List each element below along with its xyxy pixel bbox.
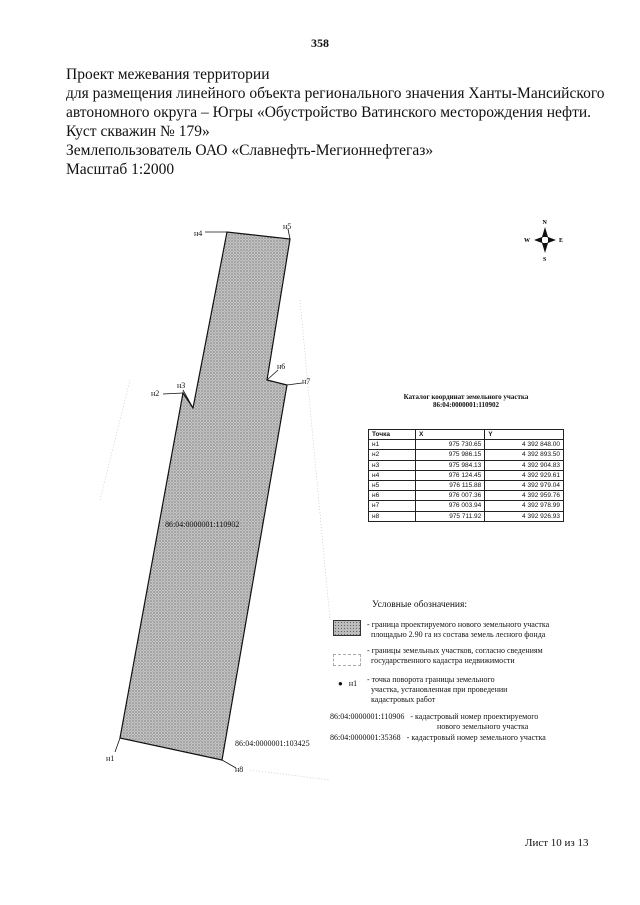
col-header-y: Y — [485, 430, 564, 440]
cell-point: н5 — [369, 480, 416, 490]
point-label-n5: н5 — [283, 222, 292, 231]
sheet-counter: Лист 10 из 13 — [525, 837, 589, 849]
coordinates-table — [368, 429, 564, 522]
legend-hatch-swatch — [333, 620, 361, 636]
cell-x: 975 730.65 — [416, 440, 485, 450]
table-row — [369, 480, 564, 490]
page-number: 358 — [311, 36, 329, 50]
cell-y: 4 392 848.00 — [485, 440, 564, 450]
catalog-title — [368, 393, 564, 409]
title-line-3: автономного округа – Югры «Обустройство Ватинского месторождения нефти. — [66, 104, 592, 121]
point-label-n1: н1 — [106, 754, 115, 763]
cell-point: н7 — [369, 501, 416, 511]
cell-x: 976 115.88 — [416, 480, 485, 490]
point-label-n8: н8 — [235, 765, 244, 774]
legend-item-3-line-2: участка, установленная при проведении — [371, 685, 508, 694]
legend-item-new-cadastral — [330, 712, 538, 732]
scale-line: Масштаб 1:2000 — [66, 161, 175, 178]
legend-item-4-line-1: - кадастровый номер проектируемого — [410, 712, 539, 721]
legend-dash-swatch — [333, 654, 361, 666]
cell-y: 4 392 926.93 — [485, 511, 564, 521]
parcel-cadastral-label: 86:04:0000001:110902 — [165, 520, 240, 529]
cell-x: 976 003.94 — [416, 501, 485, 511]
cell-point: н8 — [369, 511, 416, 521]
table-row — [369, 491, 564, 501]
coordinate-catalog — [368, 393, 564, 522]
cell-point: н6 — [369, 491, 416, 501]
compass-s: S — [543, 257, 547, 263]
compass-n: N — [542, 220, 547, 226]
table-row — [369, 511, 564, 521]
legend-item-4-line-2: нового земельного участка — [437, 722, 529, 731]
compass-w: W — [524, 238, 530, 244]
table-header-row — [369, 430, 564, 440]
point-label-n6: н6 — [277, 362, 286, 371]
legend-item-existing-cadastral — [330, 733, 546, 743]
point-label-n4: н4 — [194, 229, 203, 238]
legend-item-3-line-1: - точка поворота границы земельного — [367, 675, 495, 684]
compass-rose — [524, 220, 563, 263]
cell-point: н2 — [369, 450, 416, 460]
title-line-2: для размещения линейного объекта регионального значения Ханты-Мансийского — [66, 85, 605, 102]
legend-item-2-line-1: - границы земельных участков, согласно сведениям — [367, 646, 543, 655]
neighbor-cadastral-label: 86:04:0000001:103425 — [235, 739, 310, 748]
point-label-n2: н2 — [151, 389, 160, 398]
cell-y: 4 392 893.50 — [485, 450, 564, 460]
point-label-n7: н7 — [302, 377, 311, 386]
compass-north-arrow — [542, 227, 548, 237]
cell-point: н3 — [369, 460, 416, 470]
land-user-line: Землепользователь ОАО «Славнефть-Мегионнефтегаз» — [66, 142, 434, 159]
parcel-polygon — [120, 232, 290, 760]
legend-item-5-code: 86:04:0000001:35368 — [330, 733, 401, 742]
compass-east-arrow — [548, 237, 556, 243]
cell-point: н4 — [369, 470, 416, 480]
legend-item-2-line-2: государственного кадастра недвижимости — [371, 656, 515, 665]
legend-item-parcel-boundaries — [367, 646, 543, 666]
legend-item-4-code: 86:04:0000001:110906 — [330, 712, 405, 721]
legend-item-3-line-3: кадастровых работ — [371, 695, 436, 704]
table-row — [369, 460, 564, 470]
cell-x: 976 007.36 — [416, 491, 485, 501]
cell-point: н1 — [369, 440, 416, 450]
catalog-title-line-2: 86:04:0000001:110902 — [432, 401, 500, 409]
compass-west-arrow — [534, 237, 542, 243]
compass-south-arrow — [542, 243, 548, 253]
legend-item-turning-point — [367, 675, 507, 705]
title-line-4: Куст скважин № 179» — [66, 123, 210, 140]
cell-y: 4 392 904.83 — [485, 460, 564, 470]
legend-dot-icon: ● — [338, 679, 343, 688]
table-row — [369, 450, 564, 460]
point-label-n3: н3 — [177, 381, 186, 390]
legend-item-1-line-1: - граница проектируемого нового земельного участка — [367, 620, 550, 629]
table-row — [369, 440, 564, 450]
cell-x: 975 986.15 — [416, 450, 485, 460]
legend-title: Условные обозначения: — [372, 600, 468, 610]
cell-y: 4 392 929.61 — [485, 470, 564, 480]
cell-y: 4 392 959.76 — [485, 491, 564, 501]
legend-item-1-line-2: площадью 2.90 га из состава земель лесного фонда — [371, 630, 546, 639]
legend-point-marker — [338, 679, 357, 688]
table-row — [369, 501, 564, 511]
legend-item-new-parcel — [367, 620, 549, 640]
cell-x: 976 124.45 — [416, 470, 485, 480]
compass-e: E — [559, 238, 564, 244]
title-line-1: Проект межевания территории — [66, 66, 270, 83]
catalog-title-line-1: Каталог координат земельного участка — [403, 393, 529, 401]
cell-y: 4 392 978.99 — [485, 501, 564, 511]
col-header-x: X — [416, 430, 485, 440]
cell-x: 975 711.92 — [416, 511, 485, 521]
legend-item-5-text: - кадастровый номер земельного участка — [406, 733, 546, 742]
col-header-point: Точка — [369, 430, 416, 440]
cell-x: 975 984.13 — [416, 460, 485, 470]
legend-point-marker-label: н1 — [348, 679, 358, 688]
cell-y: 4 392 979.04 — [485, 480, 564, 490]
table-row — [369, 470, 564, 480]
